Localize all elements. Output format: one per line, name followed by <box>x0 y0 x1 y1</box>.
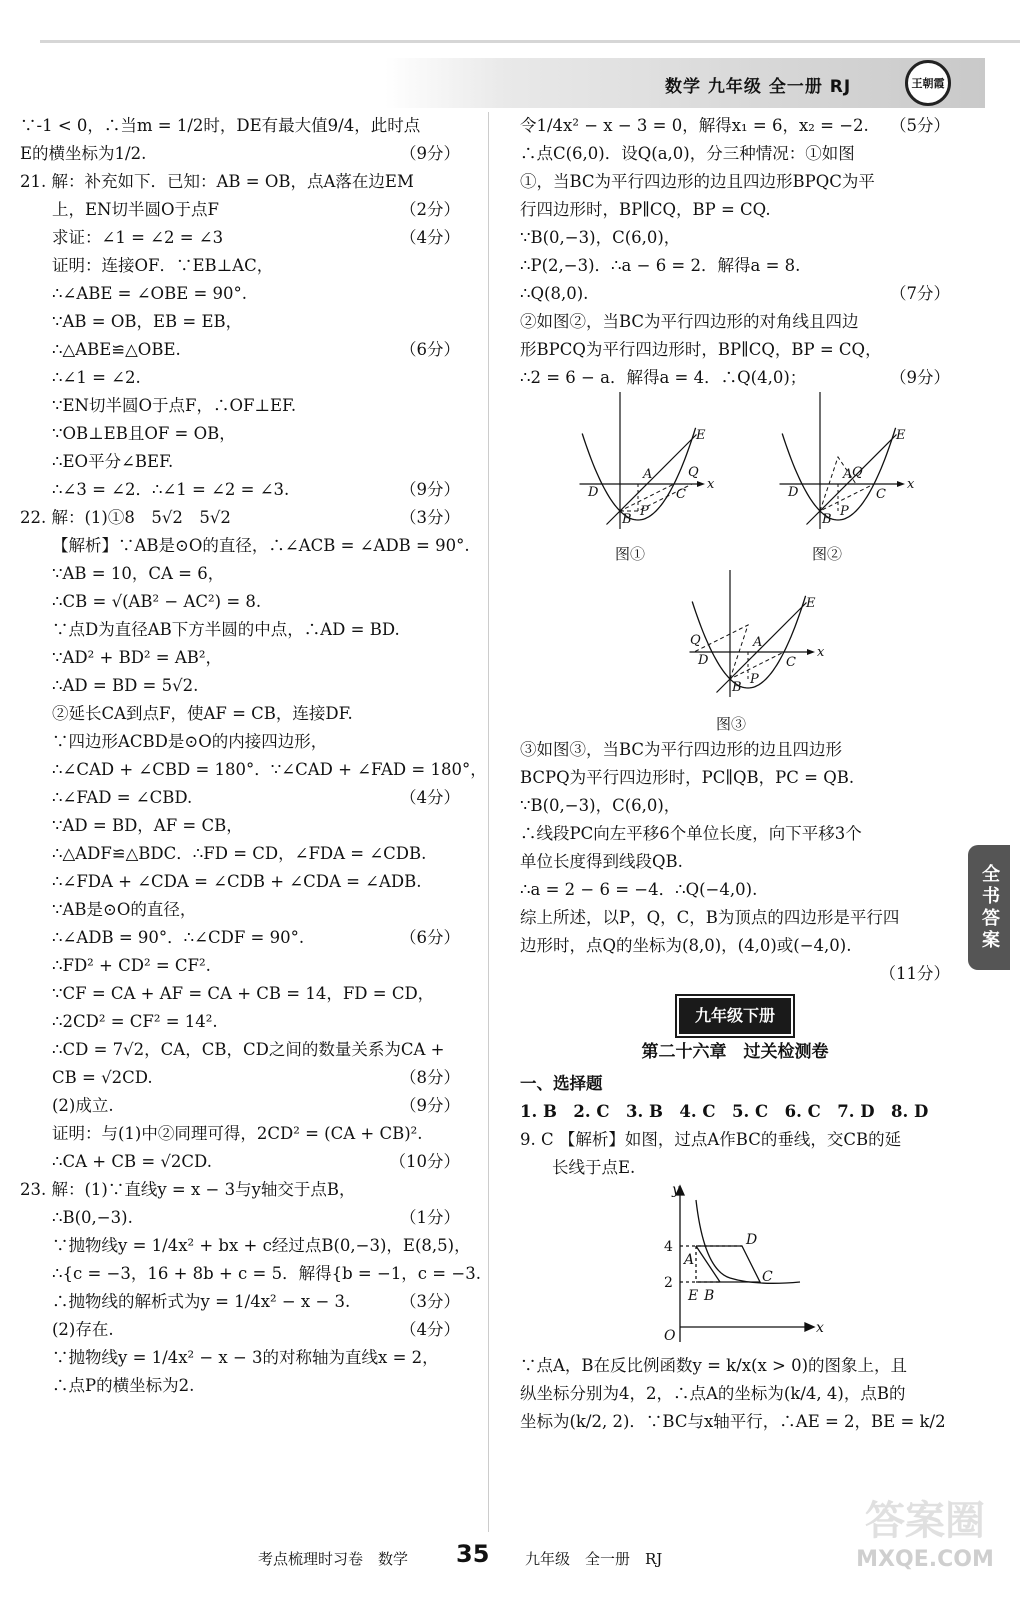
line-text: ∴EO平分∠BEF. <box>52 452 174 471</box>
point-label-E: E <box>806 596 816 611</box>
line-text: 21. 解：补充如下．已知：AB = OB，点A落在边EM <box>20 172 414 191</box>
label-B: B <box>704 1288 715 1304</box>
text-line <box>20 504 460 532</box>
label-y: y <box>672 1182 680 1198</box>
text-line <box>20 672 460 700</box>
solution-23-case3 <box>520 736 950 988</box>
line-score: （2分） <box>400 200 460 219</box>
line-text: ∴CA + CB = √2CD. <box>52 1152 212 1171</box>
text-line <box>20 1204 460 1232</box>
x-arrow-icon <box>805 1323 814 1331</box>
line-score: （9分） <box>400 1096 460 1115</box>
line-text: ∴∠1 = ∠2. <box>52 368 141 387</box>
text-line <box>520 168 950 196</box>
text-line <box>20 896 460 924</box>
logo-text: 王朝霞 <box>911 77 945 90</box>
text-line <box>520 1154 950 1182</box>
caption-figure-3: 图③ <box>716 715 747 733</box>
text-line <box>20 532 470 560</box>
text-line <box>20 616 460 644</box>
line-text: ①，当BC为平行四边形的边且四边形BPQC为平 <box>520 172 875 191</box>
text-line <box>20 1036 460 1064</box>
line-score: （11分） <box>879 964 950 983</box>
text-line <box>520 960 950 988</box>
label-x: x <box>816 1320 824 1336</box>
text-line <box>20 448 460 476</box>
text-line <box>20 280 460 308</box>
text-line <box>20 308 460 336</box>
line-text: ∴2CD² = CF² = 14². <box>52 1012 218 1031</box>
line-text: 求证：∠1 = ∠2 = ∠3 <box>52 228 224 247</box>
text-line <box>20 952 460 980</box>
line-text: ∵点D为直径AB下方半圆的中点，∴AD = BD. <box>52 620 400 639</box>
line-text: 23. 解：(1)∵直线y = x − 3与y轴交于点B， <box>20 1180 356 1199</box>
watermark-url: MXQE.COM <box>856 1547 994 1572</box>
point-label-x: x <box>907 477 915 492</box>
line-text: ②延长CA到点F，使AF = CB，连接DF. <box>52 704 353 723</box>
line-text: ∴∠FAD = ∠CBD. <box>52 788 193 807</box>
line-text: ∵OB⊥EB且OF = OB， <box>52 424 236 443</box>
line-text: 边形时，点Q的坐标为(8,0)，(4,0)或(−4,0). <box>520 936 852 955</box>
chapter-title: 第二十六章 过关检测卷 <box>641 1042 829 1062</box>
point-label-P: P <box>640 504 649 519</box>
text-line <box>20 168 460 196</box>
text-line <box>20 1176 460 1204</box>
label-4: 4 <box>664 1239 673 1255</box>
solution-9 <box>520 1352 950 1436</box>
line-text: ∴CB = √(AB² − AC²) = 8. <box>52 592 262 611</box>
point-label-E: E <box>896 428 906 443</box>
text-line <box>20 420 460 448</box>
text-line <box>520 336 950 364</box>
line-text: ∴Q(8,0). <box>520 284 589 303</box>
text-line <box>20 252 460 280</box>
line-text: ∵抛物线y = 1/4x² − x − 3的对称轴为直线x = 2， <box>52 1348 439 1367</box>
line-score: （9分） <box>400 480 460 499</box>
left-column <box>20 112 487 1400</box>
watermark <box>830 1495 1020 1590</box>
line-score: （10分） <box>389 1152 460 1171</box>
text-line <box>20 644 460 672</box>
point-label-B: B <box>622 512 632 527</box>
line-text: ∴AD = BD = 5√2. <box>52 676 199 695</box>
text-line <box>520 932 950 960</box>
text-line <box>20 728 460 756</box>
line-text: CB = √2CD. <box>52 1068 153 1087</box>
point-label-C: C <box>876 487 886 502</box>
line-score: （4分） <box>400 228 460 247</box>
text-line <box>20 364 460 392</box>
line-text: 令1/4x² − x − 3 = 0，解得x₁ = 6，x₂ = −2. <box>520 116 869 135</box>
line-text: ∵B(0,−3)，C(6,0)， <box>520 796 681 815</box>
choice-answers <box>520 1070 950 1182</box>
text-line <box>20 980 460 1008</box>
text-line <box>520 252 950 280</box>
line-score: （9分） <box>890 368 950 387</box>
watermark-logo-text: 答案圈 <box>865 1498 985 1544</box>
text-line <box>20 1008 460 1036</box>
line-text: ∵-1 < 0，∴当m = 1/2时，DE有最大值9/4，此时点 <box>20 116 421 135</box>
text-line <box>20 588 460 616</box>
line-text: ∴FD² + CD² = CF². <box>52 956 211 975</box>
point-label-E: E <box>696 428 706 443</box>
point-label-D: D <box>698 653 709 668</box>
line-text: ∴点P的横坐标为2. <box>52 1376 195 1395</box>
parabola-curve <box>582 428 695 520</box>
text-line <box>520 1352 950 1380</box>
line-text: E的横坐标为1/2. <box>20 144 147 163</box>
line-text: ∵AD² + BD² = AB²， <box>52 648 223 667</box>
line-text: ∵AB = 10，CA = 6， <box>52 564 225 583</box>
line-text: ∴△ABE≌△OBE. <box>52 340 181 359</box>
text-line <box>520 1408 950 1436</box>
point-label-P: P <box>750 672 759 687</box>
text-line <box>520 364 950 392</box>
text-line <box>520 196 950 224</box>
label-D: D <box>746 1232 758 1248</box>
text-line <box>20 1120 460 1148</box>
text-line <box>520 736 950 764</box>
line-score: （4分） <box>400 1320 460 1339</box>
text-line <box>20 1260 481 1288</box>
text-line <box>20 140 460 168</box>
text-line <box>20 812 460 840</box>
line-text: ∴CD = 7√2，CA，CB，CD之间的数量关系为CA + <box>52 1040 445 1059</box>
line-score: （7分） <box>890 284 950 303</box>
point-label-Q: Q <box>690 633 701 648</box>
line-text: ∴P(2,−3)．∴a − 6 = 2．解得a = 8. <box>520 256 801 275</box>
text-line <box>20 756 487 784</box>
text-line <box>520 1126 950 1154</box>
point-label-x: x <box>817 645 825 660</box>
line-text: ∴∠ADB = 90°．∴∠CDF = 90°. <box>52 928 305 947</box>
line-score: （3分） <box>400 1292 460 1311</box>
line-text: ∴∠ABE = ∠OBE = 90°. <box>52 284 248 303</box>
hyperbola-figure-wrap <box>520 1182 950 1352</box>
hyperbola-labels <box>664 1182 824 1344</box>
line-text: ∴∠3 = ∠2．∴∠1 = ∠2 = ∠3. <box>52 480 290 499</box>
figure-3 <box>690 570 826 697</box>
text-line <box>520 280 950 308</box>
x-arrow-icon <box>807 649 815 655</box>
line-text: 单位长度得到线段QB. <box>520 852 683 871</box>
text-line <box>520 1098 950 1126</box>
line-score: （5分） <box>890 116 950 135</box>
parabola-figures-svg <box>520 392 950 570</box>
point-label-A: A <box>643 467 653 482</box>
header-title: 数学 九年级 全一册 RJ <box>665 77 852 97</box>
line-text: ③如图③，当BC为平行四边形的边且四边形 <box>520 740 843 759</box>
text-line <box>20 224 460 252</box>
text-line <box>520 820 950 848</box>
point-label-Q: Q <box>852 465 863 480</box>
text-line <box>520 224 950 252</box>
side-tab-label: 全书答案 <box>979 863 1000 952</box>
text-line <box>20 1148 460 1176</box>
line-text: 行四边形时，BP∥CQ，BP = CQ. <box>520 200 771 219</box>
line-text: ②如图②，当BC为平行四边形的对角线且四边 <box>520 312 859 331</box>
right-column <box>520 112 950 1436</box>
line-text: ∵B(0,−3)，C(6,0)， <box>520 228 681 247</box>
label-E: E <box>688 1288 699 1304</box>
line-text: BCPQ为平行四边形时，PC∥QB，PC = QB. <box>520 768 855 787</box>
label-C: C <box>762 1269 773 1285</box>
text-line <box>520 792 950 820</box>
point-label-D: D <box>788 485 799 500</box>
line-score: （6分） <box>400 340 460 359</box>
text-line <box>20 784 460 812</box>
parabola-curve <box>692 596 805 688</box>
line-score: （1分） <box>400 1208 460 1227</box>
hyperbola-figure <box>676 1186 814 1342</box>
line-text: 形BPCQ为平行四边形时，BP∥CQ，BP = CQ， <box>520 340 882 359</box>
line-score: （9分） <box>400 144 460 163</box>
section-badge-wrap <box>520 998 950 1034</box>
figures-1-2 <box>520 392 950 570</box>
line-text: ∵CF = CA + AF = CA + CB = 14，FD = CD， <box>52 984 435 1003</box>
column-divider <box>488 112 489 1532</box>
text-line <box>520 140 950 168</box>
line-text: ∵AB是⊙O的直径， <box>52 900 197 919</box>
point-label-C: C <box>676 487 686 502</box>
footer-edition: 九年级 全一册 RJ <box>525 1550 663 1568</box>
side-tab-all-answers[interactable] <box>968 845 1010 970</box>
line-text: ∵四边形ACBD是⊙O的内接四边形， <box>52 732 328 751</box>
line-text: ∴{c = −3，16 + 8b + c = 5．解得{b = −1，c = −3. <box>52 1264 481 1283</box>
text-line <box>20 840 460 868</box>
section-badge: 九年级下册 <box>679 998 791 1034</box>
line-text: ∴∠FDA + ∠CDA = ∠CDB + ∠CDA = ∠ADB. <box>52 872 422 891</box>
point-label-D: D <box>588 485 599 500</box>
text-line <box>20 924 460 952</box>
line-text: 纵坐标分别为4，2，∴点A的坐标为(k/4, 4)，点B的 <box>520 1384 906 1403</box>
point-label-x: x <box>707 477 715 492</box>
line-text: ∴a = 2 − 6 = −4．∴Q(−4,0). <box>520 880 758 899</box>
point-label-C: C <box>786 655 796 670</box>
figure-3-wrap <box>520 570 950 736</box>
text-line <box>20 1232 471 1260</box>
line-text: ∴2 = 6 − a．解得a = 4．∴Q(4,0)； <box>520 368 807 387</box>
label-O: O <box>664 1328 676 1344</box>
line-text: (2)存在. <box>52 1320 114 1339</box>
text-line <box>520 904 950 932</box>
label-2: 2 <box>664 1275 673 1291</box>
line-text: 【解析】∵AB是⊙O的直径，∴∠ACB = ∠ADB = 90°. <box>52 536 470 555</box>
text-line <box>20 1344 460 1372</box>
text-line <box>20 700 460 728</box>
line-score: （4分） <box>400 788 460 807</box>
point-label-A: A <box>753 635 763 650</box>
text-line <box>20 1288 460 1316</box>
line-text: (2)成立. <box>52 1096 114 1115</box>
hyperbola-figure-svg <box>520 1182 950 1352</box>
line-text: 综上所述，以P，Q，C，B为顶点的四边形是平行四 <box>520 908 900 927</box>
caption-figure-1: 图① <box>615 545 646 563</box>
text-line <box>20 1092 460 1120</box>
text-line <box>520 112 950 140</box>
logo-icon <box>905 60 951 106</box>
line-text: 22. 解：(1)①8 5√2 5√2 <box>20 508 231 527</box>
line-text: ∵抛物线y = 1/4x² + bx + c经过点B(0,−3)，E(8,5)， <box>52 1236 471 1255</box>
caption-figure-2: 图② <box>812 545 843 563</box>
line-score: （6分） <box>400 928 460 947</box>
line-text: ∴△ADF≌△BDC．∴FD = CD，∠FDA = ∠CDB. <box>52 844 427 863</box>
text-line <box>520 1380 950 1408</box>
figure-2 <box>780 392 916 529</box>
line-text: ∵AB = OB，EB = EB， <box>52 312 243 331</box>
text-line <box>520 308 950 336</box>
line-text: 证明：连接OF．∵EB⊥AC， <box>52 256 274 275</box>
text-line <box>520 764 950 792</box>
line-text: ∴抛物线的解析式为y = 1/4x² − x − 3. <box>52 1292 351 1311</box>
text-line <box>20 336 460 364</box>
line-text: ∴∠CAD + ∠CBD = 180°．∵∠CAD + ∠FAD = 180°， <box>52 760 487 779</box>
x-arrow-icon <box>897 481 905 487</box>
x-arrow-icon <box>697 481 705 487</box>
line-text: ∵AD = BD，AF = CB， <box>52 816 243 835</box>
point-label-P: P <box>840 504 849 519</box>
label-A: A <box>684 1252 695 1268</box>
line-text: 1. B 2. C 3. B 4. C 5. C 6. C 7. D 8. D <box>520 1102 929 1121</box>
solution-23-continued <box>520 112 950 392</box>
line-text: ∴B(0,−3). <box>52 1208 133 1227</box>
line-text: ∵点A，B在反比例函数y = k/x(x > 0)的图象上，且 <box>520 1356 908 1375</box>
text-line <box>20 868 460 896</box>
line-text: ∵EN切半圆O于点F，∴OF⊥EF. <box>52 396 297 415</box>
footer-book-title: 考点梳理时习卷 数学 <box>258 1550 409 1568</box>
line-text: 9. C 【解析】如图，过点A作BC的垂线，交CB的延 <box>520 1130 902 1149</box>
text-line <box>520 876 950 904</box>
text-line <box>20 196 460 224</box>
text-line <box>520 848 950 876</box>
text-line <box>520 1070 950 1098</box>
point-label-B: B <box>822 512 832 527</box>
page-number: 35 <box>456 1540 490 1568</box>
header-rule <box>40 40 1020 43</box>
line-text: ∴点C(6,0)．设Q(a,0)，分三种情况：①如图 <box>520 144 855 163</box>
line-text: 长线于点E. <box>552 1158 636 1177</box>
line-text: 坐标为(k/2, 2)．∵BC与x轴平行，∴AE = 2，BE = k/2 <box>520 1412 946 1431</box>
text-line <box>20 1064 460 1092</box>
figure-1 <box>580 392 716 529</box>
point-label-Q: Q <box>688 465 699 480</box>
text-line <box>20 560 460 588</box>
line-text: 一、选择题 <box>520 1074 603 1093</box>
point-label-B: B <box>732 680 742 695</box>
parabola-curve <box>782 428 895 520</box>
text-line <box>20 476 460 504</box>
text-line <box>20 1372 460 1400</box>
point-label-A: A <box>843 467 853 482</box>
text-line <box>20 392 460 420</box>
line-text: 证明：与(1)中②同理可得，2CD² = (CA + CB)². <box>52 1124 423 1143</box>
line-text: 上，EN切半圆O于点F <box>52 200 219 219</box>
line-score: （3分） <box>400 508 460 527</box>
line-score: （8分） <box>400 1068 460 1087</box>
text-line <box>20 112 460 140</box>
text-line <box>20 1316 460 1344</box>
line-text: ∴线段PC向左平移6个单位长度，向下平移3个 <box>520 824 862 843</box>
